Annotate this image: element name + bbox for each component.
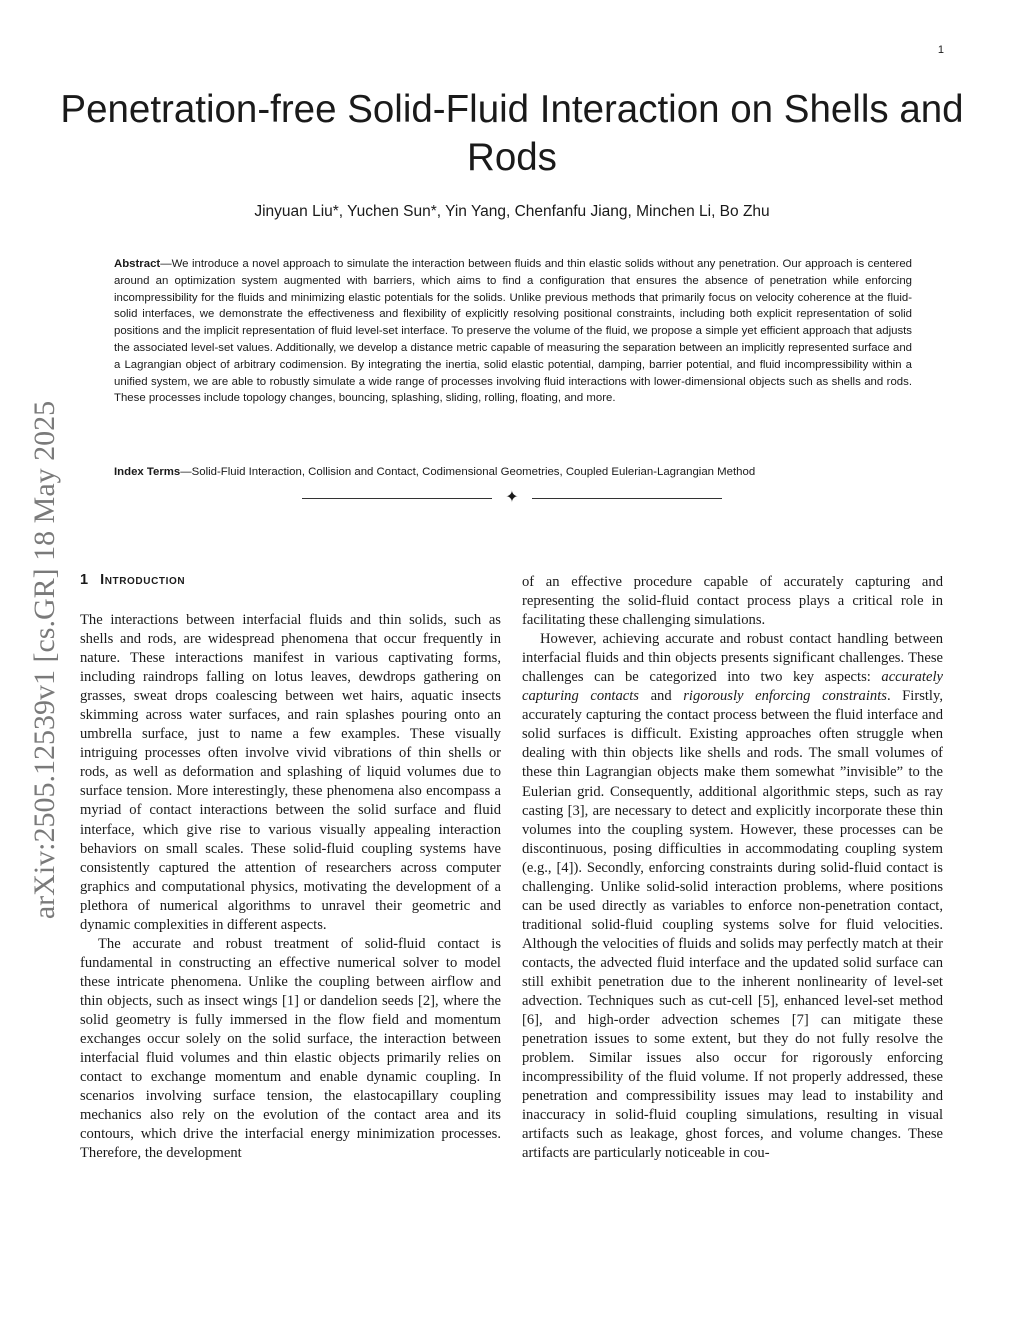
section-heading [80, 572, 500, 588]
paragraph-3-text-c: . Firstly, accurately capturing the contact process between the fluid interface and solid surfaces is difficult. Existing approaches often struggle when dealing with thin objects like shells and rods. The small volumes of these thin Lagrangian objects make them somewhat ”invisible” to the Eulerian grid. Consequently, additional algorithmic steps, such as ray casting [3], are necessary to detect and explicitly incorporate these thin volumes into the coupling system. However, these processes can be discontinuous, posing difficulties in accommodating coupling system (e.g., [4]). Secondly, enforcing constraints during solid-fluid contact is challenging. Unlike solid-solid interaction problems, where positions can be used directly as variables to enforce non-penetration contact, traditional solid-fluid coupling systems solve for fluid velocities. Although the velocities of fluids and solids may perfectly match at their contacts, the advected fluid interface and the updated solid surface can still exhibit penetration due to the inherent nonlinearity of level-set advection. Techniques such as cut-cell [5], enhanced level-set method [6], and high-order advection schemes [7] can mitigate these penetration issues to some extent, but they do not fully resolve the problem. Similar issues also occur for rigorously enforcing incompressibility of the fluid volume. If not properly addressed, these penetration and compressibility issues may lead to instability and inaccuracy in solid-fluid coupling simulations, resulting in visual artifacts such as leakage, ghost forces, and volume changes. These artifacts are particularly noticeable in cou- [522, 688, 943, 1162]
intro-paragraph-1: The interactions between interfacial fluids and thin solids, such as shells and rods, are widespread phenomena that occur frequently in nature. These interactions manifest in various captivating forms, including raindrops falling on lotus leaves, dewdrops gathering on grasses, sweat drops coalescing between wet hairs, aquatic insects skimming across water surfaces, and rain splashes pouring onto an umbrella surface, just to name a few examples. These visually intriguing processes often involve vivid vibrations of thin shells or rods, as well as deformation and splashing of liquid volumes due to surface tension. More interestingly, these phenomena also encompass a myriad of contact interactions between the solid surface and fluid interface, which give rise to various visually appealing interaction behaviors on small scales. These solid-fluid coupling systems have consistently captured the attention of researchers across computer graphics and computational physics, motivating the development of a plethora of numerical algorithms to unravel their geometric and dynamic complexities in different aspects. [80, 612, 501, 933]
page-number: 1 [937, 44, 944, 56]
emphasis-capturing-contacts: accurately capturing contacts [522, 669, 943, 705]
paragraph-3-text-b: and [638, 688, 684, 705]
intro-paragraph-2-continued: of an effective procedure capable of accurately capturing and representing the solid-fluid contact process plays a critical role in facilitating these challenging simulations. [522, 574, 943, 629]
right-column [522, 573, 943, 1163]
abstract-label: Abstract [114, 258, 161, 270]
index-terms-text: —Solid-Fluid Interaction, Collision and Contact, Codimensional Geometries, Coupled Eulerian-Lagrangian Method [180, 466, 756, 478]
section-number: 1 [80, 572, 89, 588]
section-divider [302, 487, 722, 508]
divider-ornament-icon: ✦ [505, 487, 519, 506]
paper-title: Penetration-free Solid-Fluid Interaction on Shells and Rods [60, 88, 964, 179]
author-list: Jinyuan Liu*, Yuchen Sun*, Yin Yang, Chenfanfu Jiang, Minchen Li, Bo Zhu [254, 203, 770, 220]
arxiv-identifier-text: arXiv:2505.12539v1 [cs.GR] 18 May 2025 [28, 400, 61, 920]
index-terms-label: Index Terms [114, 466, 181, 478]
index-terms [114, 464, 912, 480]
intro-paragraph-2: The accurate and robust treatment of solid-fluid contact is fundamental in constructing an effective numerical solver to model these intricate phenomena. Unlike the coupling between airflow and thin objects, such as insect wings [1] or dandelion seeds [2], where the solid geometry is fully immersed in the flow field and momentum exchanges occur solely on the solid surface, the interaction between interfacial fluid volumes and thin elastic objects primarily relies on contact to exchange momentum and enable dynamic coupling. In scenarios involving surface tension, the elastocapillary coupling mechanics also rely on the evolution of the contact area and its contours, which drive the interfacial energy minimization processes. Therefore, the development [80, 935, 501, 1162]
emphasis-enforcing-constraints: rigorously enforcing constraints [683, 688, 887, 705]
abstract [114, 256, 912, 407]
abstract-text: —We introduce a novel approach to simulate the interaction between fluids and thin elastic solids without any penetration. Our approach is centered around an optimization system augmented with barriers, which aims to find a configuration that ensures the absence of penetration while enforcing incompressibility for the fluids and minimizing elastic potentials for the solids. Unlike previous methods that primarily focus on velocity coherence at the fluid-solid interfaces, we demonstrate the effectiveness and flexibility of explicitly resolving positional constraints, including both explicit representation of solid positions and the implicit representation of fluid level-set interface. To preserve the volume of the fluid, we propose a simple yet efficient approach that adjusts the associated level-set values. Additionally, we develop a distance metric capable of measuring the separation between an implicitly represented surface and a Lagrangian object of arbitrary codimension. By integrating the inertia, solid elastic potential, damping, barrier potential, and fluid incompressibility within a unified system, we are able to robustly simulate a wide range of processes involving fluid interactions with lower-dimensional objects such as shells and rods. These processes include topology changes, bouncing, splashing, sliding, rolling, floating, and more. [114, 258, 912, 405]
intro-paragraph-3 [522, 630, 943, 1163]
left-column [80, 611, 501, 1163]
divider-line-right [532, 498, 722, 499]
paragraph-3-text-a: However, achieving accurate and robust contact handling between interfacial fluids and thin objects presents significant challenges. These challenges can be categorized into two key aspects: [522, 631, 943, 686]
section-title: Introduction [100, 572, 186, 588]
